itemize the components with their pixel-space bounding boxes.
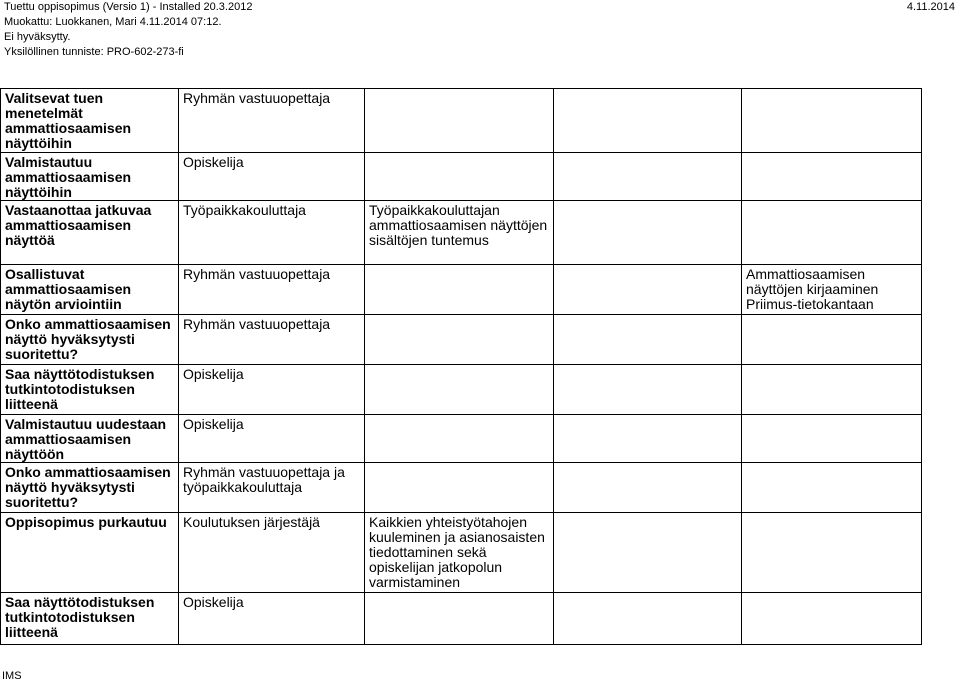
modified-info: Muokattu: Luokkanen, Mari 4.11.2014 07:12. — [4, 16, 222, 28]
info-cell — [365, 463, 554, 513]
table-row — [1, 415, 923, 463]
empty-cell — [922, 315, 923, 365]
system-cell — [742, 513, 922, 593]
empty-cell — [554, 315, 742, 365]
step-cell: Osallistuvat ammattiosaamisen näytön arviointiin — [1, 265, 179, 315]
actor-cell: Opiskelija — [179, 153, 365, 201]
process-table — [0, 88, 922, 645]
actor-cell: Ryhmän vastuuopettaja — [179, 89, 365, 153]
system-cell — [742, 593, 922, 645]
info-cell — [365, 89, 554, 153]
info-cell — [365, 415, 554, 463]
system-cell: Ammattiosaamisen näyttöjen kirjaaminen Priimus-tietokantaan — [742, 265, 922, 315]
empty-cell — [922, 201, 923, 265]
empty-cell — [922, 513, 923, 593]
info-cell: Kaikkien yhteistyötahojen kuuleminen ja asianosaisten tiedottaminen sekä opiskelijan jatkopolun varmistaminen — [365, 513, 554, 593]
actor-cell: Ryhmän vastuuopettaja — [179, 265, 365, 315]
step-cell: Onko ammattiosaamisen näyttö hyväksytysti suoritettu? — [1, 463, 179, 513]
step-cell: Valmistautuu ammattiosaamisen näyttöihin — [1, 153, 179, 201]
table-row — [1, 593, 923, 645]
system-cell — [742, 365, 922, 415]
empty-cell — [554, 89, 742, 153]
table-row — [1, 201, 923, 265]
empty-cell — [554, 593, 742, 645]
empty-cell — [922, 593, 923, 645]
info-cell — [365, 593, 554, 645]
system-cell — [742, 153, 922, 201]
info-cell — [365, 153, 554, 201]
system-cell — [742, 315, 922, 365]
footer-label: IMS — [2, 670, 22, 682]
empty-cell — [554, 265, 742, 315]
document-title: Tuettu oppisopimus (Versio 1) - Installed 20.3.2012 — [4, 1, 253, 13]
actor-cell: Opiskelija — [179, 365, 365, 415]
table-row — [1, 463, 923, 513]
step-cell: Valitsevat tuen menetelmät ammattiosaamisen näyttöihin — [1, 89, 179, 153]
empty-cell — [922, 365, 923, 415]
table-row — [1, 89, 923, 153]
table-row — [1, 513, 923, 593]
empty-cell — [922, 89, 923, 153]
step-cell: Onko ammattiosaamisen näyttö hyväksytysti suoritettu? — [1, 315, 179, 365]
table-row — [1, 315, 923, 365]
info-cell: Työpaikkakouluttajan ammattiosaamisen näyttöjen sisältöjen tuntemus — [365, 201, 554, 265]
system-cell — [742, 415, 922, 463]
actor-cell: Ryhmän vastuuopettaja ja työpaikkakouluttaja — [179, 463, 365, 513]
step-cell: Vastaanottaa jatkuvaa ammattiosaamisen näyttöä — [1, 201, 179, 265]
step-cell: Saa näyttötodistuksen tutkintotodistuksen liitteenä — [1, 365, 179, 415]
actor-cell: Ryhmän vastuuopettaja — [179, 315, 365, 365]
table-row — [1, 365, 923, 415]
empty-cell — [554, 201, 742, 265]
empty-cell — [922, 415, 923, 463]
system-cell — [742, 89, 922, 153]
empty-cell — [922, 153, 923, 201]
actor-cell: Koulutuksen järjestäjä — [179, 513, 365, 593]
step-cell: Saa näyttötodistuksen tutkintotodistuksen liitteenä — [1, 593, 179, 645]
empty-cell — [922, 463, 923, 513]
empty-cell — [554, 365, 742, 415]
system-cell — [742, 201, 922, 265]
info-cell — [365, 365, 554, 415]
table-row — [1, 265, 923, 315]
step-cell: Valmistautuu uudestaan ammattiosaamisen näyttöön — [1, 415, 179, 463]
info-cell — [365, 265, 554, 315]
empty-cell — [554, 415, 742, 463]
actor-cell: Opiskelija — [179, 415, 365, 463]
step-cell: Oppisopimus purkautuu — [1, 513, 179, 593]
empty-cell — [922, 265, 923, 315]
empty-cell — [554, 153, 742, 201]
empty-cell — [554, 463, 742, 513]
system-cell — [742, 463, 922, 513]
unique-identifier: Yksilöllinen tunniste: PRO-602-273-fi — [4, 46, 184, 58]
table-row — [1, 153, 923, 201]
info-cell — [365, 315, 554, 365]
actor-cell: Opiskelija — [179, 593, 365, 645]
empty-cell — [554, 513, 742, 593]
print-date: 4.11.2014 — [906, 1, 955, 13]
approval-status: Ei hyväksytty. — [4, 31, 71, 43]
actor-cell: Työpaikkakouluttaja — [179, 201, 365, 265]
